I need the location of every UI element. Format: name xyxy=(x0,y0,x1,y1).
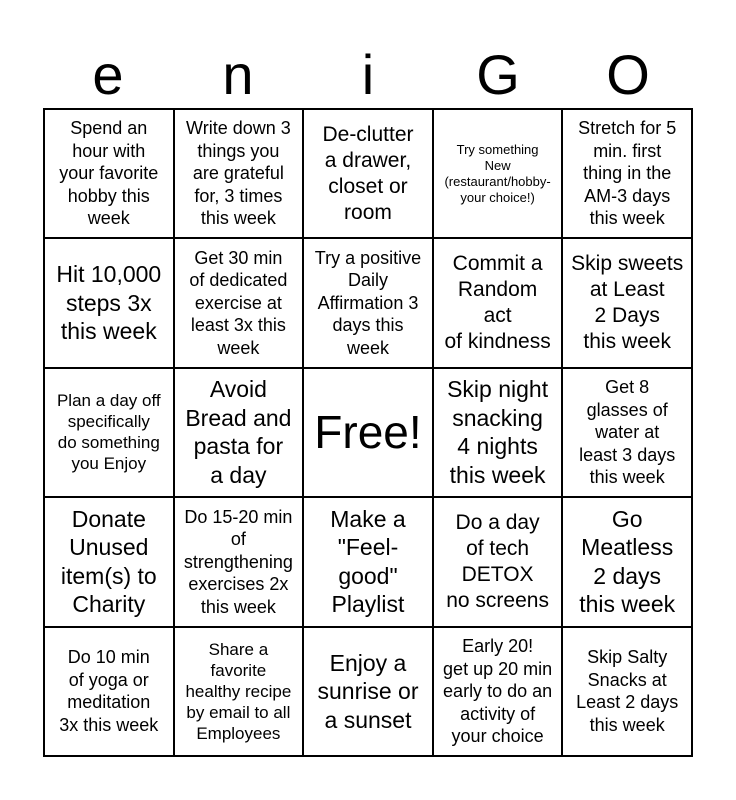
cell-text: Do a day of tech DETOX no screens xyxy=(446,510,549,612)
bingo-cell[interactable] xyxy=(563,498,693,627)
cell-text: Early 20! get up 20 min early to do an activity of your choice xyxy=(443,636,553,747)
bingo-cell[interactable] xyxy=(45,498,175,627)
cell-text: Donate Unused item(s) to Charity xyxy=(60,505,157,618)
free-space-label: Free! xyxy=(314,406,422,459)
cell-text: Skip sweets at Least 2 Days this week xyxy=(571,252,684,354)
cell-text: Commit a Random act of kindness xyxy=(444,252,551,354)
bingo-cell[interactable] xyxy=(434,628,564,757)
free-space-cell[interactable] xyxy=(304,369,434,498)
bingo-cell[interactable] xyxy=(45,369,175,498)
bingo-cell[interactable] xyxy=(434,369,564,498)
bingo-cell[interactable] xyxy=(434,239,564,368)
cell-text: Try something New (restaurant/hobby- your choice!) xyxy=(444,141,551,205)
cell-text: Enjoy a sunrise or a sunset xyxy=(317,649,419,733)
cell-text: Stretch for 5 min. first thing in the AM-3 days this week xyxy=(578,118,677,229)
header-letter-3: i xyxy=(361,43,375,106)
bingo-cell[interactable] xyxy=(45,628,175,757)
cell-text: Plan a day off specifically do something you Enjoy xyxy=(56,391,161,474)
header-letter-2: n xyxy=(222,43,254,106)
bingo-cell[interactable] xyxy=(45,239,175,368)
cell-text: Skip Salty Snacks at Least 2 days this week xyxy=(576,647,679,735)
bingo-cell[interactable] xyxy=(304,628,434,757)
bingo-cell[interactable] xyxy=(563,239,693,368)
cell-text: Go Meatless 2 days this week xyxy=(579,505,676,618)
bingo-cell[interactable] xyxy=(175,628,305,757)
cell-text: Make a "Feel- good" Playlist xyxy=(330,505,406,618)
cell-text: Do 10 min of yoga or meditation 3x this week xyxy=(59,647,159,735)
cell-text: Try a positive Daily Affirmation 3 days this week xyxy=(314,247,422,358)
bingo-cell[interactable] xyxy=(563,369,693,498)
cell-text: Write down 3 things you are grateful for, 3 times this week xyxy=(186,118,291,229)
cell-text: Skip night snacking 4 nights this week xyxy=(447,376,549,488)
header-letter-5: O xyxy=(606,43,650,106)
cell-text: Do 15-20 min of strengthening exercises 2x this week xyxy=(183,506,293,617)
bingo-cell[interactable] xyxy=(434,110,564,239)
bingo-cell[interactable] xyxy=(304,239,434,368)
cell-text: Share a favorite healthy recipe by email to all Employees xyxy=(185,639,292,743)
bingo-cell[interactable] xyxy=(304,498,434,627)
bingo-cell[interactable] xyxy=(45,110,175,239)
bingo-cell[interactable] xyxy=(563,110,693,239)
bingo-cell[interactable] xyxy=(175,498,305,627)
bingo-board xyxy=(43,108,693,757)
cell-text: Spend an hour with your favorite hobby this week xyxy=(59,118,159,229)
cell-text: Get 8 glasses of water at least 3 days this week xyxy=(579,377,676,488)
bingo-header xyxy=(43,42,693,108)
bingo-cell[interactable] xyxy=(304,110,434,239)
header-letter-4: G xyxy=(476,43,520,106)
bingo-cell[interactable] xyxy=(175,369,305,498)
bingo-cell[interactable] xyxy=(563,628,693,757)
bingo-cell[interactable] xyxy=(175,239,305,368)
cell-text: Hit 10,000 steps 3x this week xyxy=(56,261,162,345)
bingo-cell[interactable] xyxy=(434,498,564,627)
header-letter-1: e xyxy=(92,43,124,106)
bingo-cell[interactable] xyxy=(175,110,305,239)
cell-text: De-clutter a drawer, closet or room xyxy=(322,122,414,224)
cell-text: Avoid Bread and pasta for a day xyxy=(185,376,292,488)
cell-text: Get 30 min of dedicated exercise at least 3x this week xyxy=(189,247,288,358)
